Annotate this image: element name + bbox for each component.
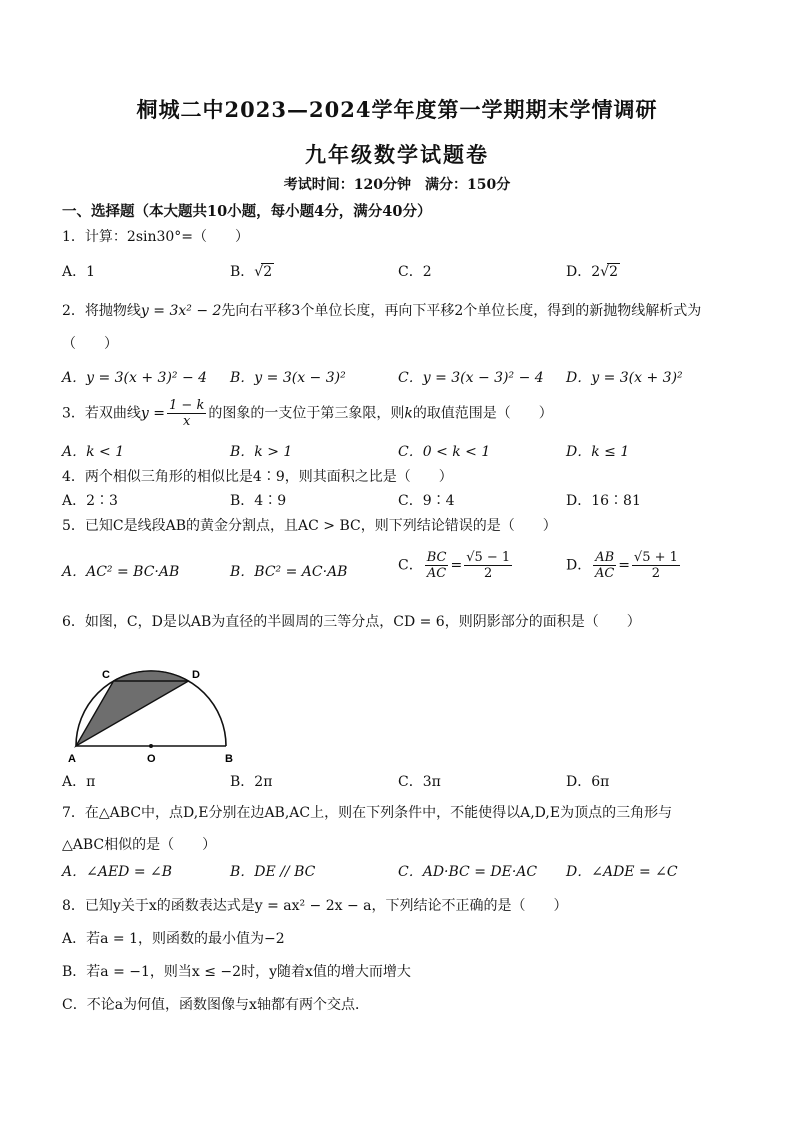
q1-option-d-radicand: 2 — [609, 264, 618, 280]
q5-c-equals: = — [450, 557, 463, 574]
q5-d-equals: = — [618, 557, 630, 574]
q5-c-numerator: BC — [426, 550, 447, 565]
q2-text-2: 先向右平移3个单位长度，再向下平移2个单位长度，得到的新抛物线解析式为 — [221, 303, 702, 319]
question-2 — [62, 300, 701, 320]
q3-option-c: C．0 < k < 1 — [398, 444, 491, 460]
q2-option-b: B．y = 3(x − 3)² — [230, 370, 346, 386]
q3-fraction — [167, 398, 206, 429]
q3-denominator: x — [183, 414, 191, 429]
question-1: 1．计算：2sin30°=（ ） — [62, 229, 250, 245]
label-d: D — [192, 669, 200, 681]
q5-d-denominator: AC — [595, 566, 615, 581]
q6-option-a: A．π — [62, 774, 96, 790]
q1-option-b-prefix: B． — [230, 264, 255, 280]
q7-option-b: B．DE // BC — [230, 864, 316, 880]
q3-text-1: 3．若双曲线 — [62, 405, 141, 422]
q7-option-d: D．∠ADE = ∠C — [566, 864, 678, 880]
q4-option-d: D．16∶81 — [566, 493, 641, 509]
q5-c-fraction-right — [464, 550, 512, 581]
q2-expression: y = 3x² − 2 — [140, 303, 222, 319]
q5-option-a: A．AC² = BC·AB — [62, 564, 180, 580]
q3-text-3: 的取值范围是（ ） — [412, 405, 553, 422]
question-8: 8．已知y关于x的函数表达式是y = ax² − 2x − a，下列结论不正确的是（ ） — [62, 898, 568, 914]
q3-option-b: B．k > 1 — [230, 444, 293, 460]
q4-option-b: B．4∶9 — [230, 493, 287, 509]
q1-option-d-prefix: D．2 — [566, 264, 601, 280]
exam-meta: 考试时间：120分钟 满分：150分 — [283, 177, 511, 193]
q2-text-1: 2．将抛物线 — [62, 303, 141, 319]
exam-subtitle: 九年级数学试题卷 — [305, 142, 489, 167]
q1-option-b-radicand: 2 — [263, 264, 273, 280]
q5-c-denominator: AC — [426, 566, 447, 581]
semicircle-figure — [62, 642, 240, 766]
q6-option-c: C．3π — [398, 774, 441, 790]
q8-option-c: C．不论a为何值，函数图像与x轴都有两个交点． — [62, 997, 369, 1013]
question-7: 7．在△ABC中，点D,E分别在边AB,AC上，则在下列条件中，不能使得以A,D,E为顶点的三角形与 — [62, 805, 673, 821]
label-b: B — [225, 753, 233, 765]
q3-lhs: y = — [140, 405, 166, 422]
question-4: 4．两个相似三角形的相似比是4∶9，则其面积之比是（ ） — [62, 469, 453, 485]
q1-option-d: D．2√2 — [566, 264, 618, 280]
q3-numerator: 1 − k — [169, 398, 205, 413]
q5-c-fraction-left — [425, 550, 449, 581]
q5-c-right-denominator: 2 — [484, 566, 493, 581]
q5-c-prefix: C． — [398, 557, 423, 574]
q4-option-c: C．9∶4 — [398, 493, 455, 509]
question-3 — [62, 398, 553, 429]
q5-d-right-denominator: 2 — [651, 566, 661, 581]
q6-option-d: D．6π — [566, 774, 610, 790]
q2-option-a: A．y = 3(x + 3)² − 4 — [62, 370, 208, 386]
q5-d-fraction-left — [593, 550, 616, 581]
q7-option-c: C．AD·BC = DE·AC — [398, 864, 538, 880]
question-7-cont: △ABC相似的是（ ） — [62, 837, 217, 853]
q1-option-a: A．1 — [62, 264, 96, 280]
exam-title: 桐城二中2023—2024学年度第一学期期末学情调研 — [136, 97, 658, 122]
label-a: A — [68, 753, 76, 765]
q5-option-b: B．BC² = AC·AB — [230, 564, 348, 580]
q5-option-d — [566, 550, 682, 581]
q5-d-numerator: AB — [595, 550, 615, 565]
q5-d-right-numerator: √5 + 1 — [633, 550, 678, 565]
q7-option-a: A．∠AED = ∠B — [62, 864, 173, 880]
q1-option-b: B．√2 — [230, 264, 273, 280]
label-c: C — [102, 669, 110, 681]
question-6: 6．如图，C，D是以AB为直径的半圆周的三等分点，CD = 6，则阴影部分的面积是（ ） — [62, 614, 641, 630]
q6-option-b: B．2π — [230, 774, 273, 790]
question-5: 5．已知C是线段AB的黄金分割点，且AC > BC，则下列结论错误的是（ ） — [62, 518, 557, 534]
q5-c-right-numerator: √5 − 1 — [466, 550, 511, 565]
q2-option-d: D．y = 3(x + 3)² — [566, 370, 683, 386]
shaded-region — [76, 671, 189, 746]
q2-paren: （ ） — [62, 336, 118, 352]
q3-text-2: 的图象的一支位于第三象限，则 — [208, 405, 405, 422]
q8-option-a: A．若a = 1，则函数的最小值为−2 — [62, 931, 285, 947]
q5-d-prefix: D． — [566, 557, 592, 574]
q3-option-d: D．k ≤ 1 — [566, 444, 630, 460]
q5-option-c — [398, 550, 514, 581]
q1-option-c: C．2 — [398, 264, 432, 280]
q5-d-fraction-right — [632, 550, 680, 581]
section-heading: 一、选择题（本大题共10小题，每小题4分，满分40分） — [62, 203, 432, 220]
q3-option-a: A．k < 1 — [62, 444, 125, 460]
q8-option-b: B．若a = −1，则当x ≤ −2时，y随着x值的增大而增大 — [62, 964, 411, 980]
q4-option-a: A．2∶3 — [62, 493, 118, 509]
q2-option-c: C．y = 3(x − 3)² − 4 — [398, 370, 544, 386]
center-point-o — [149, 744, 153, 748]
label-o: O — [147, 753, 156, 765]
q3-k: k — [404, 405, 413, 422]
